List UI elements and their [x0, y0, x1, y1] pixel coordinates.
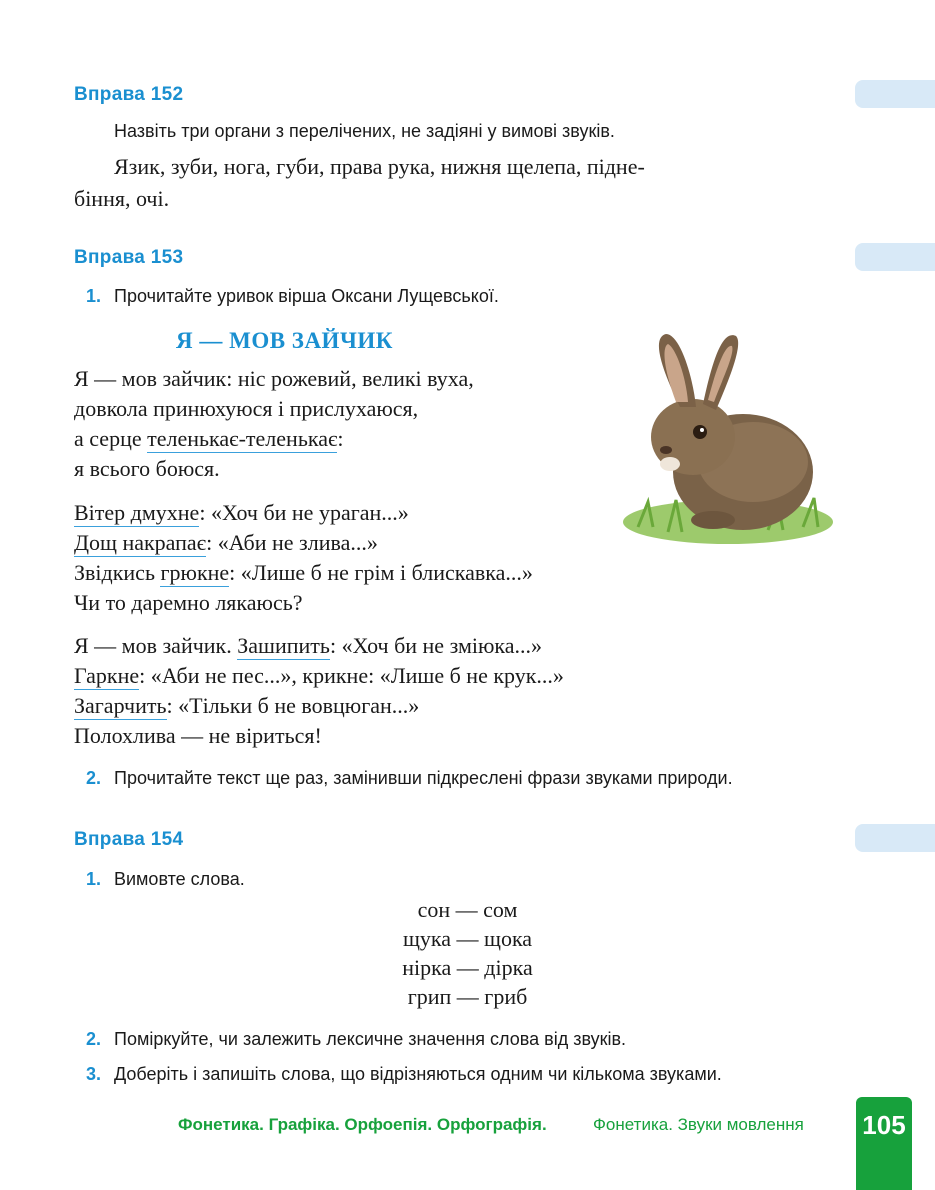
exercise-152-words-line1: Язик, зуби, нога, губи, права рука, нижня щелепа, підне-: [114, 154, 645, 179]
word-pair: [0, 926, 935, 952]
exercise-tab-152: [855, 80, 935, 108]
step-number: 1.: [86, 286, 102, 306]
word-pair: [0, 984, 935, 1010]
poem-line: [74, 426, 344, 452]
word-pair-text: щука — щока: [402, 926, 533, 951]
exercise-154-step1: Вимовте слова.: [114, 869, 245, 889]
poem-line: Полохлива — не віриться!: [74, 723, 322, 748]
poem-text: Я — мов зайчик.: [74, 633, 238, 658]
poem-text: : «Аби не пес...», крикне: «Лише б не крук...»: [139, 663, 564, 688]
poem-text: :: [337, 426, 344, 451]
exercise-tab-154: [855, 824, 935, 852]
step-number: 2.: [86, 768, 102, 788]
word-pair-text: грип — гриб: [407, 984, 528, 1009]
poem-title: Я — МОВ ЗАЙЧИК: [176, 328, 393, 353]
poem-line: я всього боюся.: [74, 456, 220, 481]
poem-text: : «Аби не злива...»: [206, 530, 378, 555]
poem-line: [74, 530, 378, 556]
poem-line: Чи то даремно лякаюсь?: [74, 590, 303, 615]
page-number: 105: [862, 1110, 906, 1140]
exercise-153-step2: Прочитайте текст ще раз, замінивши підкреслені фрази звуками природи.: [114, 768, 733, 788]
underlined-phrase: грюкне: [160, 560, 230, 585]
word-pair: [0, 955, 935, 981]
poem-text: Звідкись: [74, 560, 161, 585]
poem-text: : «Хоч би не змiюка...»: [329, 633, 543, 658]
exercise-tab-153: [855, 243, 935, 271]
underlined-phrase: Вітер дмухне: [74, 500, 200, 525]
exercise-152-heading: Вправа 152: [74, 84, 184, 105]
exercise-154-heading: Вправа 154: [74, 829, 184, 850]
exercise-152-task: Назвіть три органи з перелічених, не задіяні у вимові звуків.: [114, 121, 615, 141]
poem-text: : «Тільки б не вовцюган...»: [166, 693, 420, 718]
footer-section-title: Фонетика. Графіка. Орфоепія. Орфографія.: [178, 1115, 547, 1134]
poem-line: [74, 693, 419, 719]
underlined-phrase: Загарчить: [74, 693, 167, 718]
rabbit-illustration: [618, 322, 838, 548]
exercise-153-heading: Вправа 153: [74, 247, 184, 268]
step-number: 2.: [86, 1029, 102, 1049]
poem-text: а серце: [74, 426, 148, 451]
poem-line: [74, 500, 409, 526]
step-number: 1.: [86, 869, 102, 889]
exercise-154-step2: Поміркуйте, чи залежить лексичне значення слова від звуків.: [114, 1029, 627, 1049]
footer-subsection: Фонетика. Звуки мовлення: [593, 1115, 804, 1134]
poem-text: : «Лише б не грім і блискавка...»: [229, 560, 533, 585]
step-number: 3.: [86, 1064, 102, 1084]
exercise-152-words-line2: біння, очі.: [74, 186, 170, 211]
underlined-phrase: Дощ накрапає: [74, 530, 207, 555]
underlined-phrase: Гаркне: [74, 663, 140, 688]
rabbit-eye: [693, 425, 707, 439]
poem-line: довкола принюхуюся і прислухаюся,: [74, 396, 419, 421]
poem-line: [74, 633, 542, 659]
poem-line: [74, 663, 564, 689]
word-pair-text: нірка — дірка: [402, 955, 533, 980]
underlined-phrase: теленькає-теленькає: [147, 426, 338, 451]
rabbit-nose: [660, 446, 672, 454]
poem-line: Я — мов зайчик: ніс рожевий, великі вуха,: [74, 366, 474, 391]
poem-text: : «Хоч би не ураган...»: [199, 500, 409, 525]
word-pair-text: сон — сом: [417, 897, 518, 922]
underlined-phrase: Зашипить: [237, 633, 330, 658]
exercise-154-step3: Доберіть і запишіть слова, що відрізняються одним чи кількома звуками.: [114, 1064, 722, 1084]
poem-line: [74, 560, 533, 586]
exercise-153-step1: Прочитайте уривок вірша Оксани Лущевської.: [114, 286, 499, 306]
word-pair: [0, 897, 935, 923]
